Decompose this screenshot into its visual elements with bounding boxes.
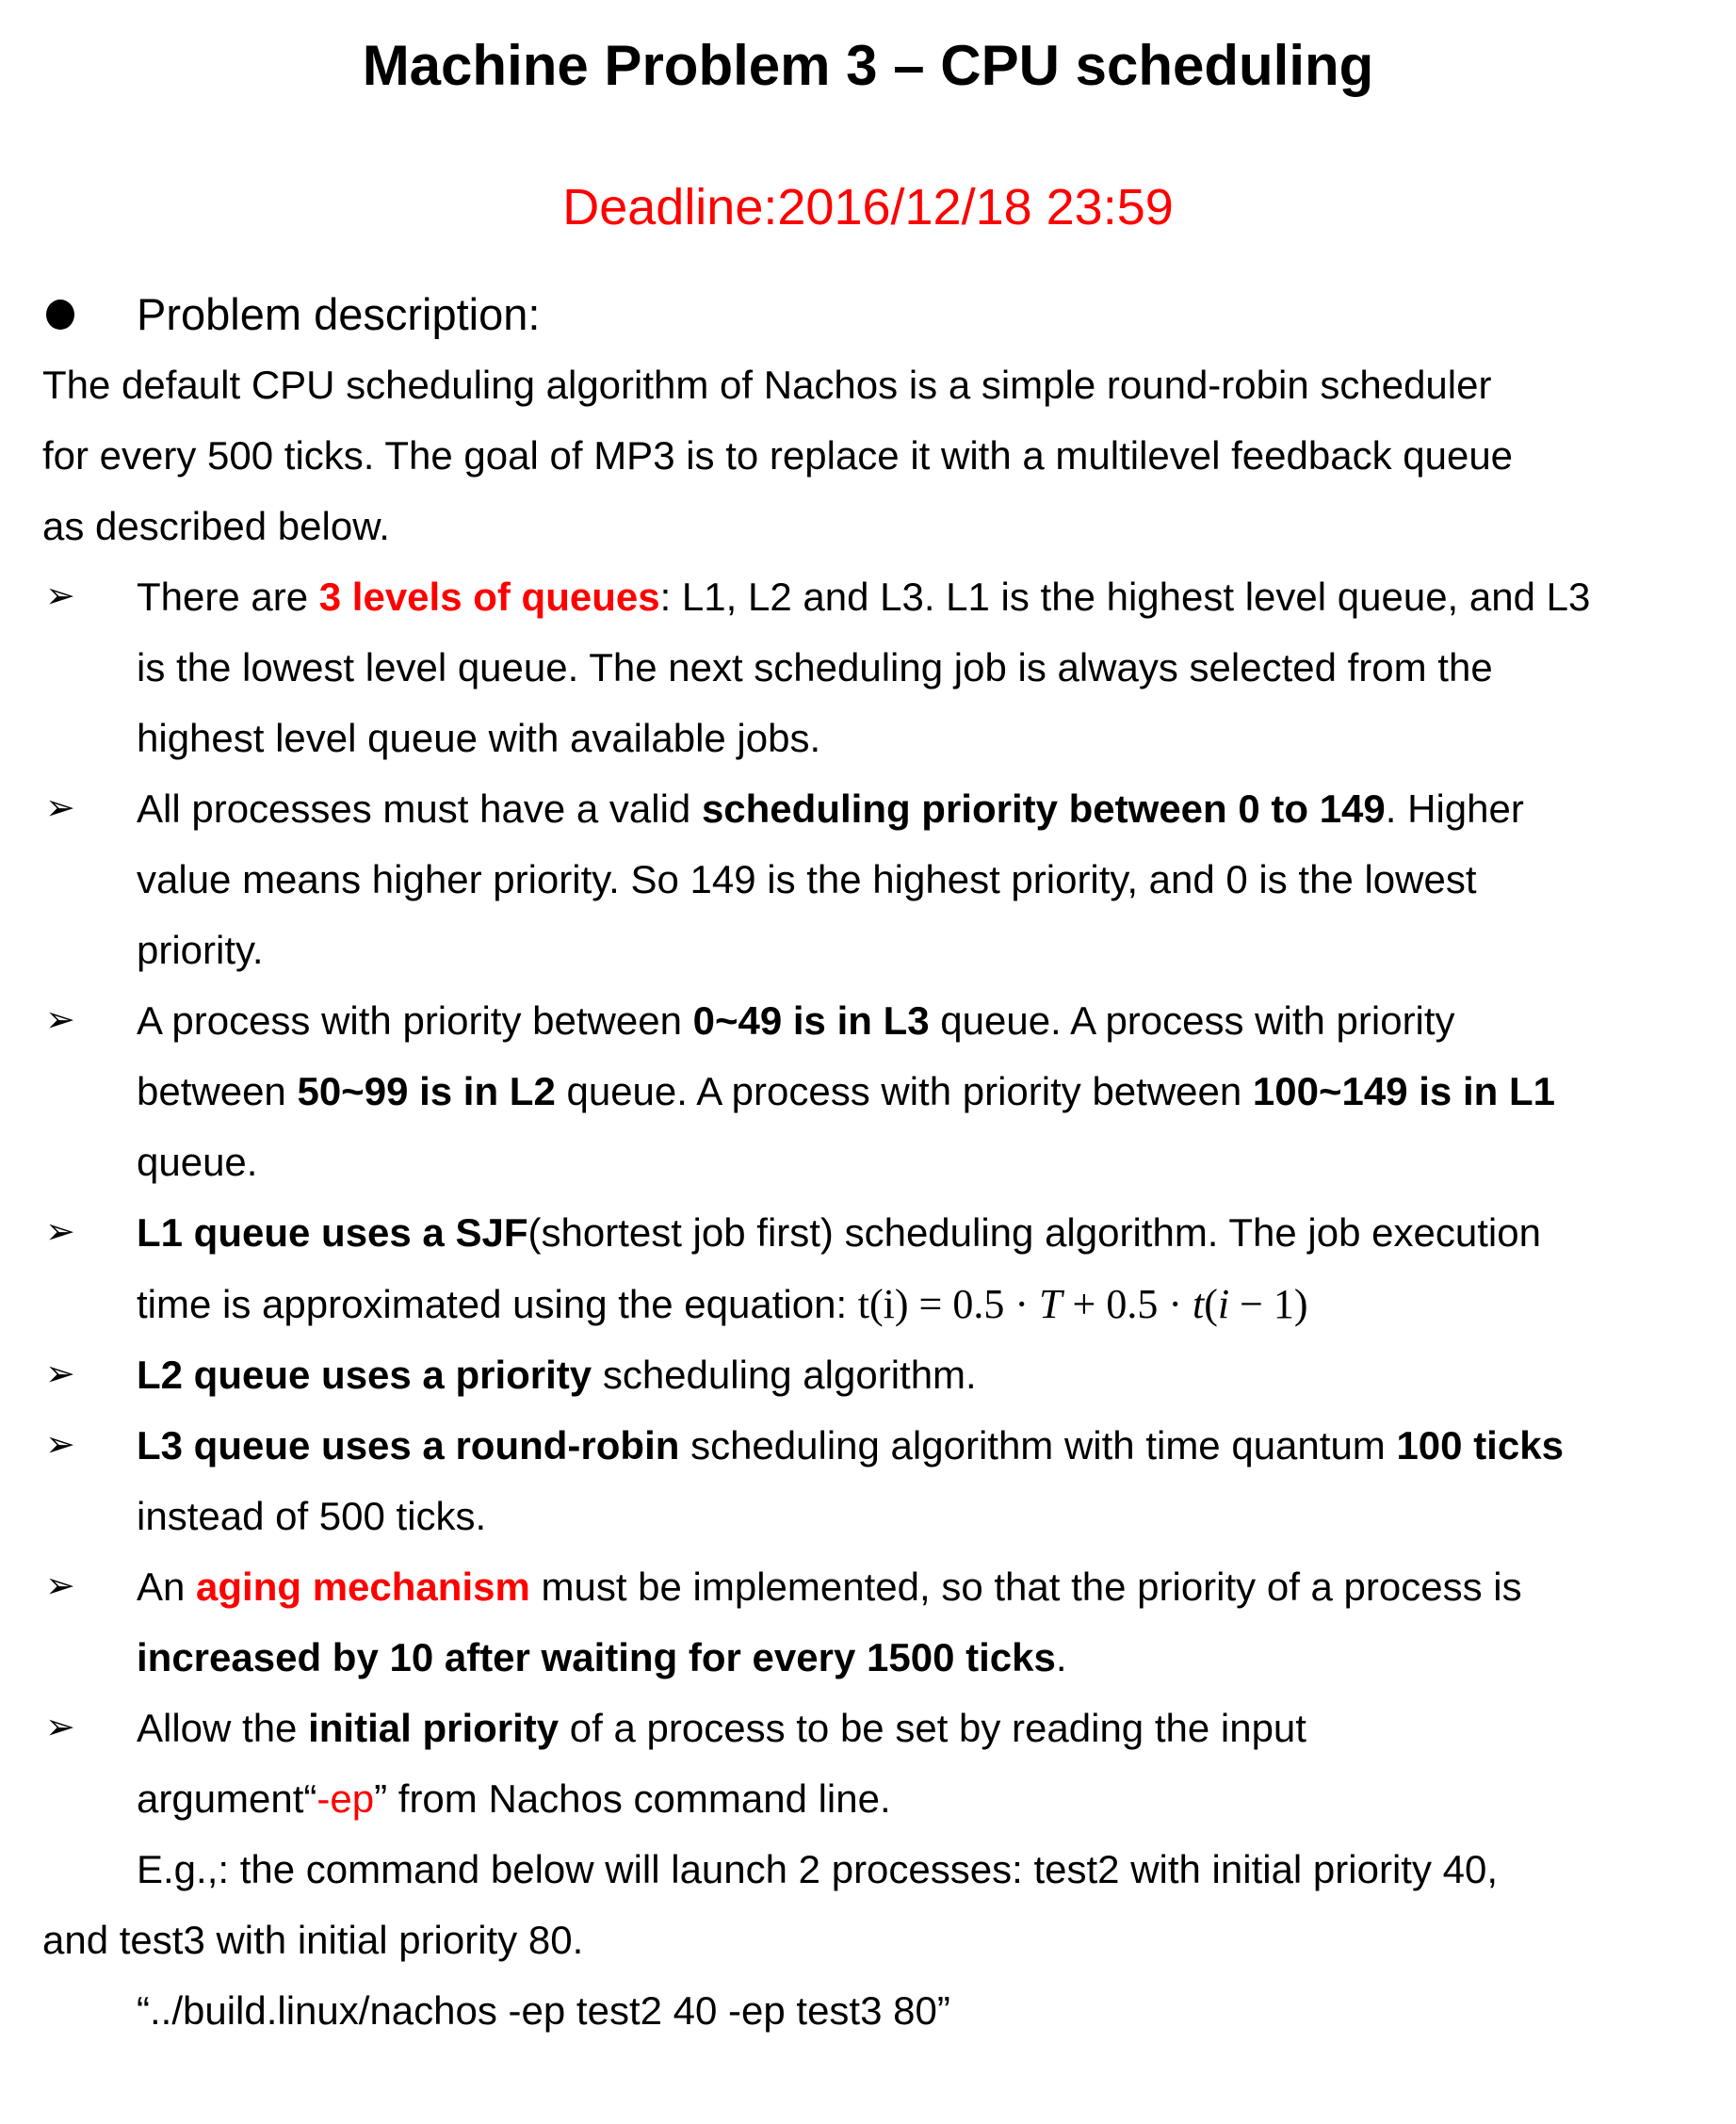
section-heading-label: Problem description: (137, 289, 541, 339)
text-line (137, 632, 1493, 703)
arrow-bullet-icon: ➢ (45, 1565, 75, 1606)
text-segment: : L1, L2 and L3. L1 is the highest level queue, and L3 (659, 575, 1591, 620)
bullet-item-line (137, 561, 1590, 632)
text-segment: scheduling algorithm with time quantum (679, 1422, 1397, 1467)
text-line (42, 491, 390, 561)
text-segment: queue. A process with priority between (555, 1069, 1253, 1114)
highlighted-text: 3 levels of queues (318, 575, 660, 620)
text-segment: (shortest job first) scheduling algorithm. The job execution (527, 1210, 1541, 1256)
text-line (137, 1622, 1067, 1693)
text-segment: must be implemented, so that the priority of a process is (529, 1564, 1522, 1609)
equation-text: ( (1204, 1280, 1218, 1327)
text-segment: E.g.,: the command below will launch 2 processes: test2 with initial priority 40, (137, 1846, 1499, 1891)
document-title: Machine Problem 3 – CPU scheduling (362, 34, 1374, 97)
bold-text: L1 queue uses a SJF (137, 1210, 528, 1256)
equation-text: T (1039, 1280, 1063, 1327)
text-segment: ” from Nachos command line. (374, 1775, 891, 1821)
bullet-item-line (137, 1197, 1541, 1268)
text-segment: The default CPU scheduling algorithm of Nachos is a simple round-robin scheduler (42, 363, 1492, 407)
equation-text: + 0.5 · (1062, 1280, 1192, 1327)
text-segment: between (137, 1069, 298, 1114)
text-segment: . (1055, 1634, 1067, 1679)
text-line (137, 915, 264, 985)
text-segment: All processes must have a valid (137, 786, 702, 832)
bold-text: 100~149 is in L1 (1252, 1069, 1555, 1114)
text-segment: argument“ (137, 1775, 317, 1821)
text-segment: is the lowest level queue. The next scheduling job is always selected from the (137, 645, 1493, 690)
bullet-item-line (137, 1410, 1564, 1481)
arrow-bullet-icon: ➢ (45, 1354, 75, 1394)
arrow-bullet-icon: ➢ (45, 788, 75, 829)
bold-text: 0~49 is in L3 (692, 998, 930, 1044)
text-segment: highest level queue with available jobs. (137, 716, 821, 761)
text-line (137, 1056, 1555, 1127)
text-segment: An (137, 1564, 197, 1609)
bullet-item-line (137, 1339, 977, 1410)
text-line (137, 1481, 486, 1551)
text-segment: There are (137, 575, 319, 620)
text-segment: queue. (137, 1140, 258, 1185)
text-segment: value means higher priority. So 149 is the highest priority, and 0 is the lowest (137, 857, 1477, 902)
text-segment: “../build.linux/nachos -ep test2 40 -ep test3 80” (137, 1987, 950, 2033)
text-line (137, 703, 820, 773)
text-segment: instead of 500 ticks. (137, 1493, 487, 1538)
arrow-bullet-icon: ➢ (45, 1424, 75, 1465)
bold-text: initial priority (308, 1705, 560, 1750)
equation-text: t (1192, 1280, 1205, 1327)
text-segment: queue. A process with priority (929, 998, 1455, 1044)
arrow-bullet-icon: ➢ (45, 1000, 75, 1041)
text-segment: A process with priority between (137, 998, 693, 1044)
text-segment: scheduling algorithm. (592, 1352, 977, 1397)
text-line (137, 1975, 950, 2046)
equation-text: i (1217, 1280, 1230, 1327)
text-segment: time is approximated using the equation: (137, 1281, 858, 1326)
text-line (137, 1269, 1308, 1339)
text-segment: of a process to be set by reading the input (559, 1705, 1306, 1750)
bullet-item-line (137, 985, 1455, 1056)
text-line (137, 1834, 1498, 1905)
bold-text: L2 queue uses a priority (137, 1352, 592, 1397)
deadline: Deadline:2016/12/18 23:59 (562, 179, 1174, 235)
bullet-item-line (137, 1551, 1522, 1622)
text-segment: priority. (137, 928, 264, 973)
text-line (42, 349, 1491, 420)
text-line (137, 1763, 891, 1834)
bold-text: 50~99 is in L2 (297, 1069, 556, 1114)
text-segment: Allow the (137, 1705, 309, 1750)
text-line (42, 420, 1513, 491)
equation-text: − 1) (1229, 1280, 1308, 1327)
bold-text: L3 queue uses a round-robin (137, 1422, 680, 1467)
bullet-item-line (137, 1693, 1306, 1763)
bold-text: scheduling priority between 0 to 149 (701, 786, 1386, 832)
bullet-item-line (137, 773, 1524, 844)
text-segment: for every 500 ticks. The goal of MP3 is to replace it with a multilevel feedback queue (42, 433, 1514, 478)
arrow-bullet-icon: ➢ (45, 1212, 75, 1253)
arrow-bullet-icon: ➢ (45, 1707, 75, 1747)
highlighted-text: -ep (316, 1775, 375, 1821)
arrow-bullet-icon: ➢ (45, 576, 75, 617)
text-line (42, 1905, 583, 1975)
text-segment: as described below. (42, 504, 390, 549)
equation-text: t(i) = 0.5 · (857, 1280, 1040, 1327)
bold-text: increased by 10 after waiting for every 1500 ticks (137, 1634, 1056, 1679)
text-line (137, 1127, 257, 1197)
text-segment: and test3 with initial priority 80. (42, 1917, 584, 1962)
highlighted-text: aging mechanism (196, 1564, 530, 1609)
bold-text: 100 ticks (1396, 1422, 1564, 1467)
text-segment: . Higher (1385, 786, 1524, 832)
bullet-dot-icon (46, 300, 74, 330)
text-line (137, 844, 1477, 915)
